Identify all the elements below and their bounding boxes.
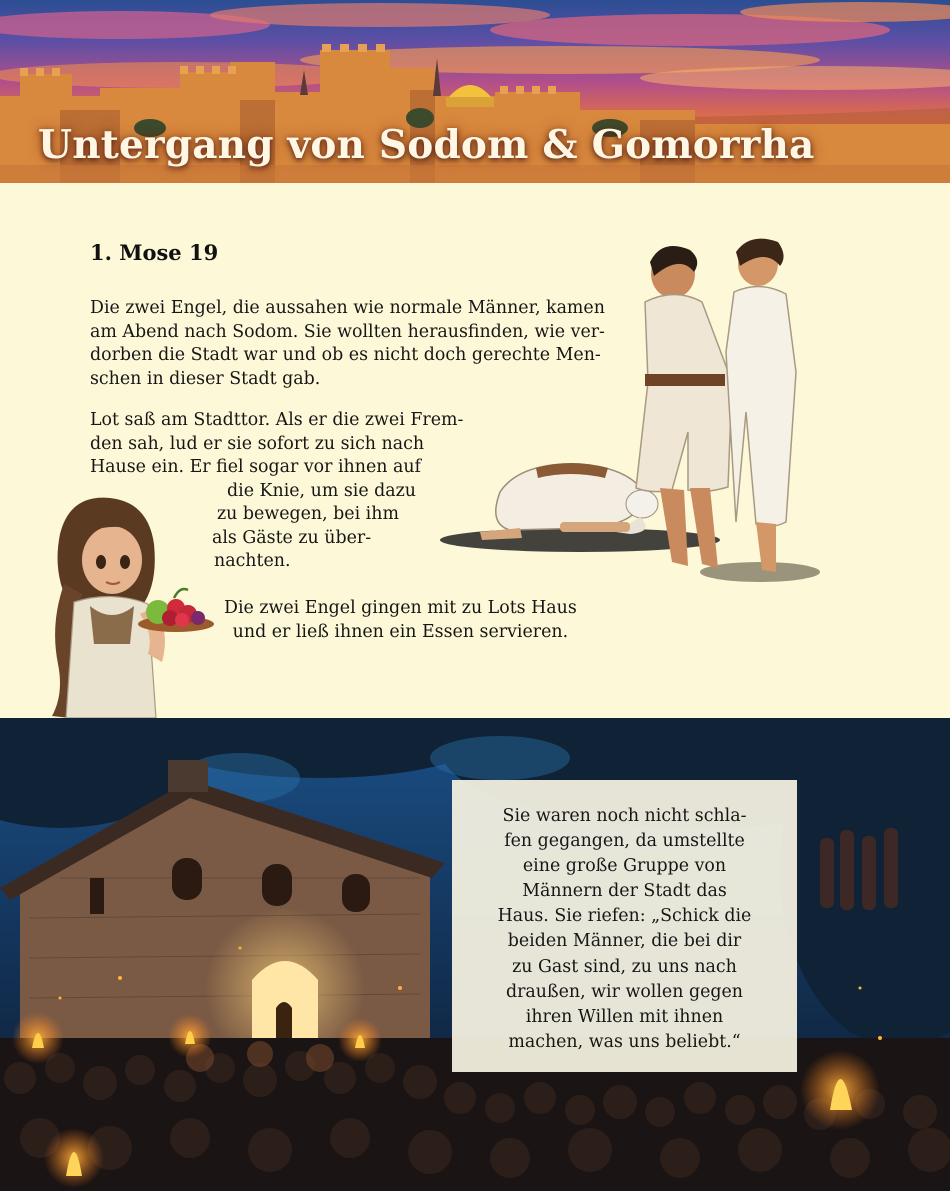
kneeling-lot-figure	[480, 463, 658, 540]
text-line: draußen, wir wollen gegen	[505, 981, 743, 1002]
angel-figure-left	[636, 246, 732, 568]
text-line: zu Gast sind, zu uns nach	[512, 956, 737, 977]
angels-and-lot-illustration	[440, 232, 820, 602]
text-line: zu bewegen, bei ihm	[217, 504, 399, 524]
text-line: dorben die Stadt war und ob es nicht doch gerechte Men-	[90, 345, 601, 365]
text-line: den sah, lud er sie sofort zu sich nach	[90, 433, 425, 454]
text-line: Die zwei Engel, die aussahen wie normale Männer, kamen	[90, 298, 605, 318]
text-line: Sie waren noch nicht schla-	[502, 806, 747, 826]
girl-with-fruit-illustration	[30, 494, 220, 718]
night-scene-text-box	[452, 780, 797, 1072]
text-line: eine große Gruppe von	[522, 856, 727, 877]
text-line: beiden Männer, die bei dir	[507, 931, 742, 952]
text-line: ihren Willen mit ihnen	[525, 1006, 724, 1027]
text-line: und er ließ ihnen ein Essen servieren.	[232, 621, 569, 642]
text-line: machen, was uns beliebt.“	[508, 1031, 741, 1052]
angel-figure-right	[726, 239, 796, 572]
text-line: Lot saß am Stadttor. Als er die zwei Frem-	[90, 410, 464, 430]
text-line: die Knie, um sie dazu	[227, 480, 417, 501]
text-line: schen in dieser Stadt gab.	[90, 368, 321, 389]
text-line: Haus. Sie riefen: „Schick die	[497, 906, 752, 927]
text-line: Männern der Stadt das	[522, 881, 727, 902]
text-line: als Gäste zu über-	[212, 527, 372, 548]
page-title: Untergang von Sodom & Gomorrha	[38, 122, 815, 168]
text-line: fen gegangen, da umstellte	[504, 831, 745, 852]
fruit-plate	[138, 589, 214, 632]
header-banner	[0, 0, 950, 183]
text-line: Hause ein. Er fiel sogar vor ihnen auf	[90, 457, 421, 477]
paragraph-meal	[224, 597, 577, 644]
text-line: am Abend nach Sodom. Sie wollten herausfinden, wie ver-	[90, 321, 605, 342]
text-line: Die zwei Engel gingen mit zu Lots Haus	[224, 598, 577, 618]
text-line: nachten.	[214, 551, 291, 571]
section-heading: 1. Mose 19	[90, 240, 219, 265]
